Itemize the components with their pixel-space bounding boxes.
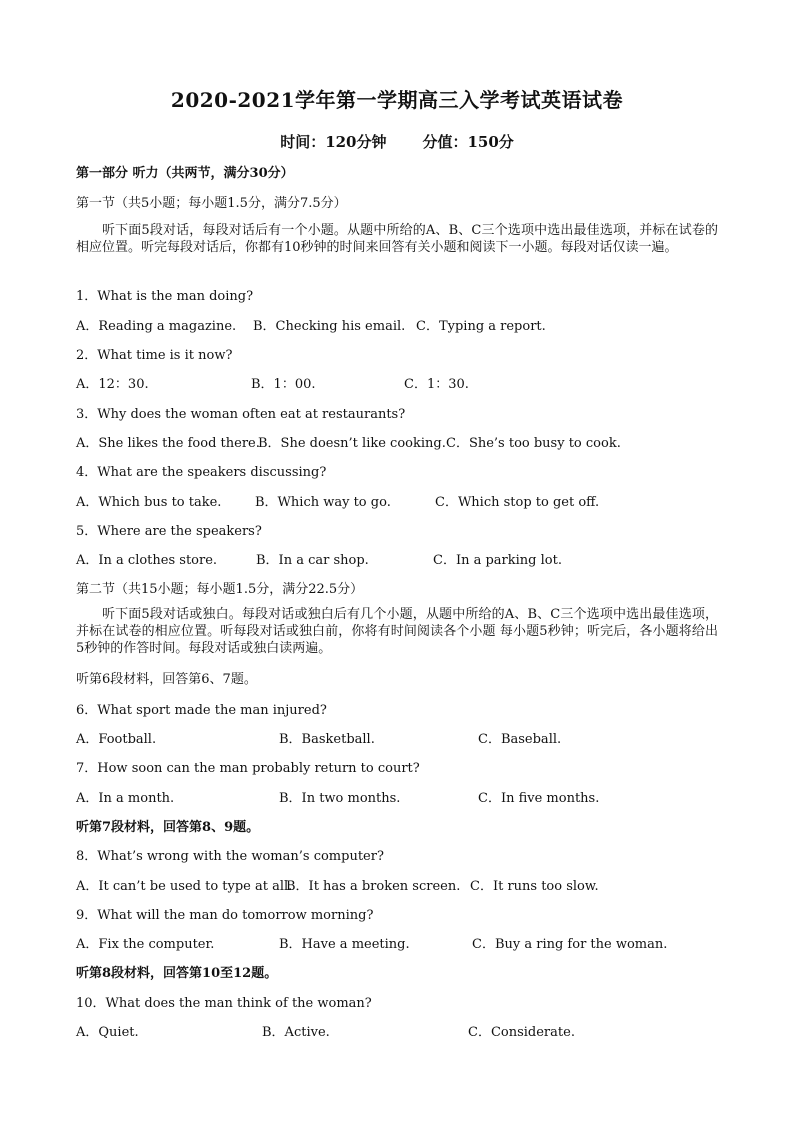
question-9-option-b: B．Have a meeting. — [279, 937, 410, 952]
exam-subtitle — [0, 131, 794, 152]
question-9-option-c: C．Buy a ring for the woman. — [472, 937, 668, 952]
question-5-option-b: B．In a car shop. — [256, 553, 369, 568]
section1-heading: 第一节（共5小题；每小题1.5分，满分7.5分） — [76, 196, 347, 211]
question-4-option-a: A．Which bus to take. — [76, 495, 222, 510]
section2-instructions: 听下面5段对话或独白。每段对话或独白后有几个小题，从题中所给的A、B、C三个选项中选出最佳选项，并标在试卷的相应位置。听每段对话或独白前，你将有时间阅读各个小题 每小题5秒钟；听完后，各小题将给出5秒钟的作答时间。每段对话或独白读两遍。 — [76, 607, 718, 656]
question-2-option-c: C．1：30. — [404, 377, 469, 392]
question-2-option-b: B．1：00. — [251, 377, 316, 392]
question-7: 7．How soon can the man probably return to court? — [76, 761, 420, 776]
question-1-option-a: A．Reading a magazine. — [76, 319, 237, 334]
question-3-option-c: C．She’s too busy to cook. — [446, 436, 621, 451]
question-7-option-a: A．In a month. — [76, 791, 175, 806]
question-8-option-a: A．It can’t be used to type at all. — [76, 879, 293, 894]
question-5-option-c: C．In a parking lot. — [433, 553, 562, 568]
question-1-option-b: B．Checking his email. — [253, 319, 406, 334]
exam-title: 2020-2021学年第一学期高三入学考试英语试卷 — [170, 88, 624, 112]
exam-total-score: 分值：150分 — [422, 133, 514, 151]
question-8-option-c: C．It runs too slow. — [470, 879, 599, 894]
question-10-option-c: C．Considerate. — [468, 1025, 575, 1040]
section2-heading: 第二节（共15小题；每小题1.5分，满分22.5分） — [76, 582, 364, 597]
question-3-option-b: B．She doesn’t like cooking. — [258, 436, 446, 451]
question-9: 9．What will the man do tomorrow morning? — [76, 908, 374, 923]
question-4: 4．What are the speakers discussing? — [76, 465, 327, 480]
exam-duration: 时间：120分钟 — [280, 133, 387, 151]
question-1: 1．What is the man doing? — [76, 289, 254, 304]
question-10: 10．What does the man think of the woman? — [76, 996, 372, 1011]
question-2: 2．What time is it now? — [76, 348, 233, 363]
question-4-option-b: B．Which way to go. — [255, 495, 391, 510]
question-3: 3．Why does the woman often eat at restaurants? — [76, 407, 406, 422]
question-8: 8．What’s wrong with the woman’s computer? — [76, 849, 384, 864]
question-5: 5．Where are the speakers? — [76, 524, 262, 539]
part1-heading: 第一部分 听力（共两节，满分30分） — [76, 166, 294, 181]
question-7-option-b: B．In two months. — [279, 791, 401, 806]
question-9-option-a: A．Fix the computer. — [76, 937, 215, 952]
question-6: 6．What sport made the man injured? — [76, 703, 327, 718]
material-7-instruction: 听第7段材料，回答第8、9题。 — [76, 820, 260, 835]
question-6-option-b: B．Basketball. — [279, 732, 375, 747]
question-6-option-c: C．Baseball. — [478, 732, 562, 747]
question-10-option-a: A．Quiet. — [76, 1025, 139, 1040]
question-4-option-c: C．Which stop to get off. — [435, 495, 600, 510]
material-6-instruction: 听第6段材料，回答第6、7题。 — [76, 672, 257, 687]
question-10-option-b: B．Active. — [262, 1025, 330, 1040]
question-7-option-c: C．In five months. — [478, 791, 600, 806]
question-5-option-a: A．In a clothes store. — [76, 553, 218, 568]
material-8-instruction: 听第8段材料，回答第10至12题。 — [76, 966, 278, 981]
question-8-option-b: B．It has a broken screen. — [286, 879, 461, 894]
question-3-option-a: A．She likes the food there. — [76, 436, 260, 451]
question-2-option-a: A．12：30. — [76, 377, 149, 392]
question-6-option-a: A．Football. — [76, 732, 157, 747]
question-1-option-c: C．Typing a report. — [416, 319, 546, 334]
section1-instructions: 听下面5段对话，每段对话后有一个小题。从题中所给的A、B、C三个选项中选出最佳选项，并标在试卷的相应位置。听完每段对话后，你都有10秒钟的时间来回答有关小题和阅读下一小题。每段对话仅读一遍。 — [76, 223, 718, 255]
